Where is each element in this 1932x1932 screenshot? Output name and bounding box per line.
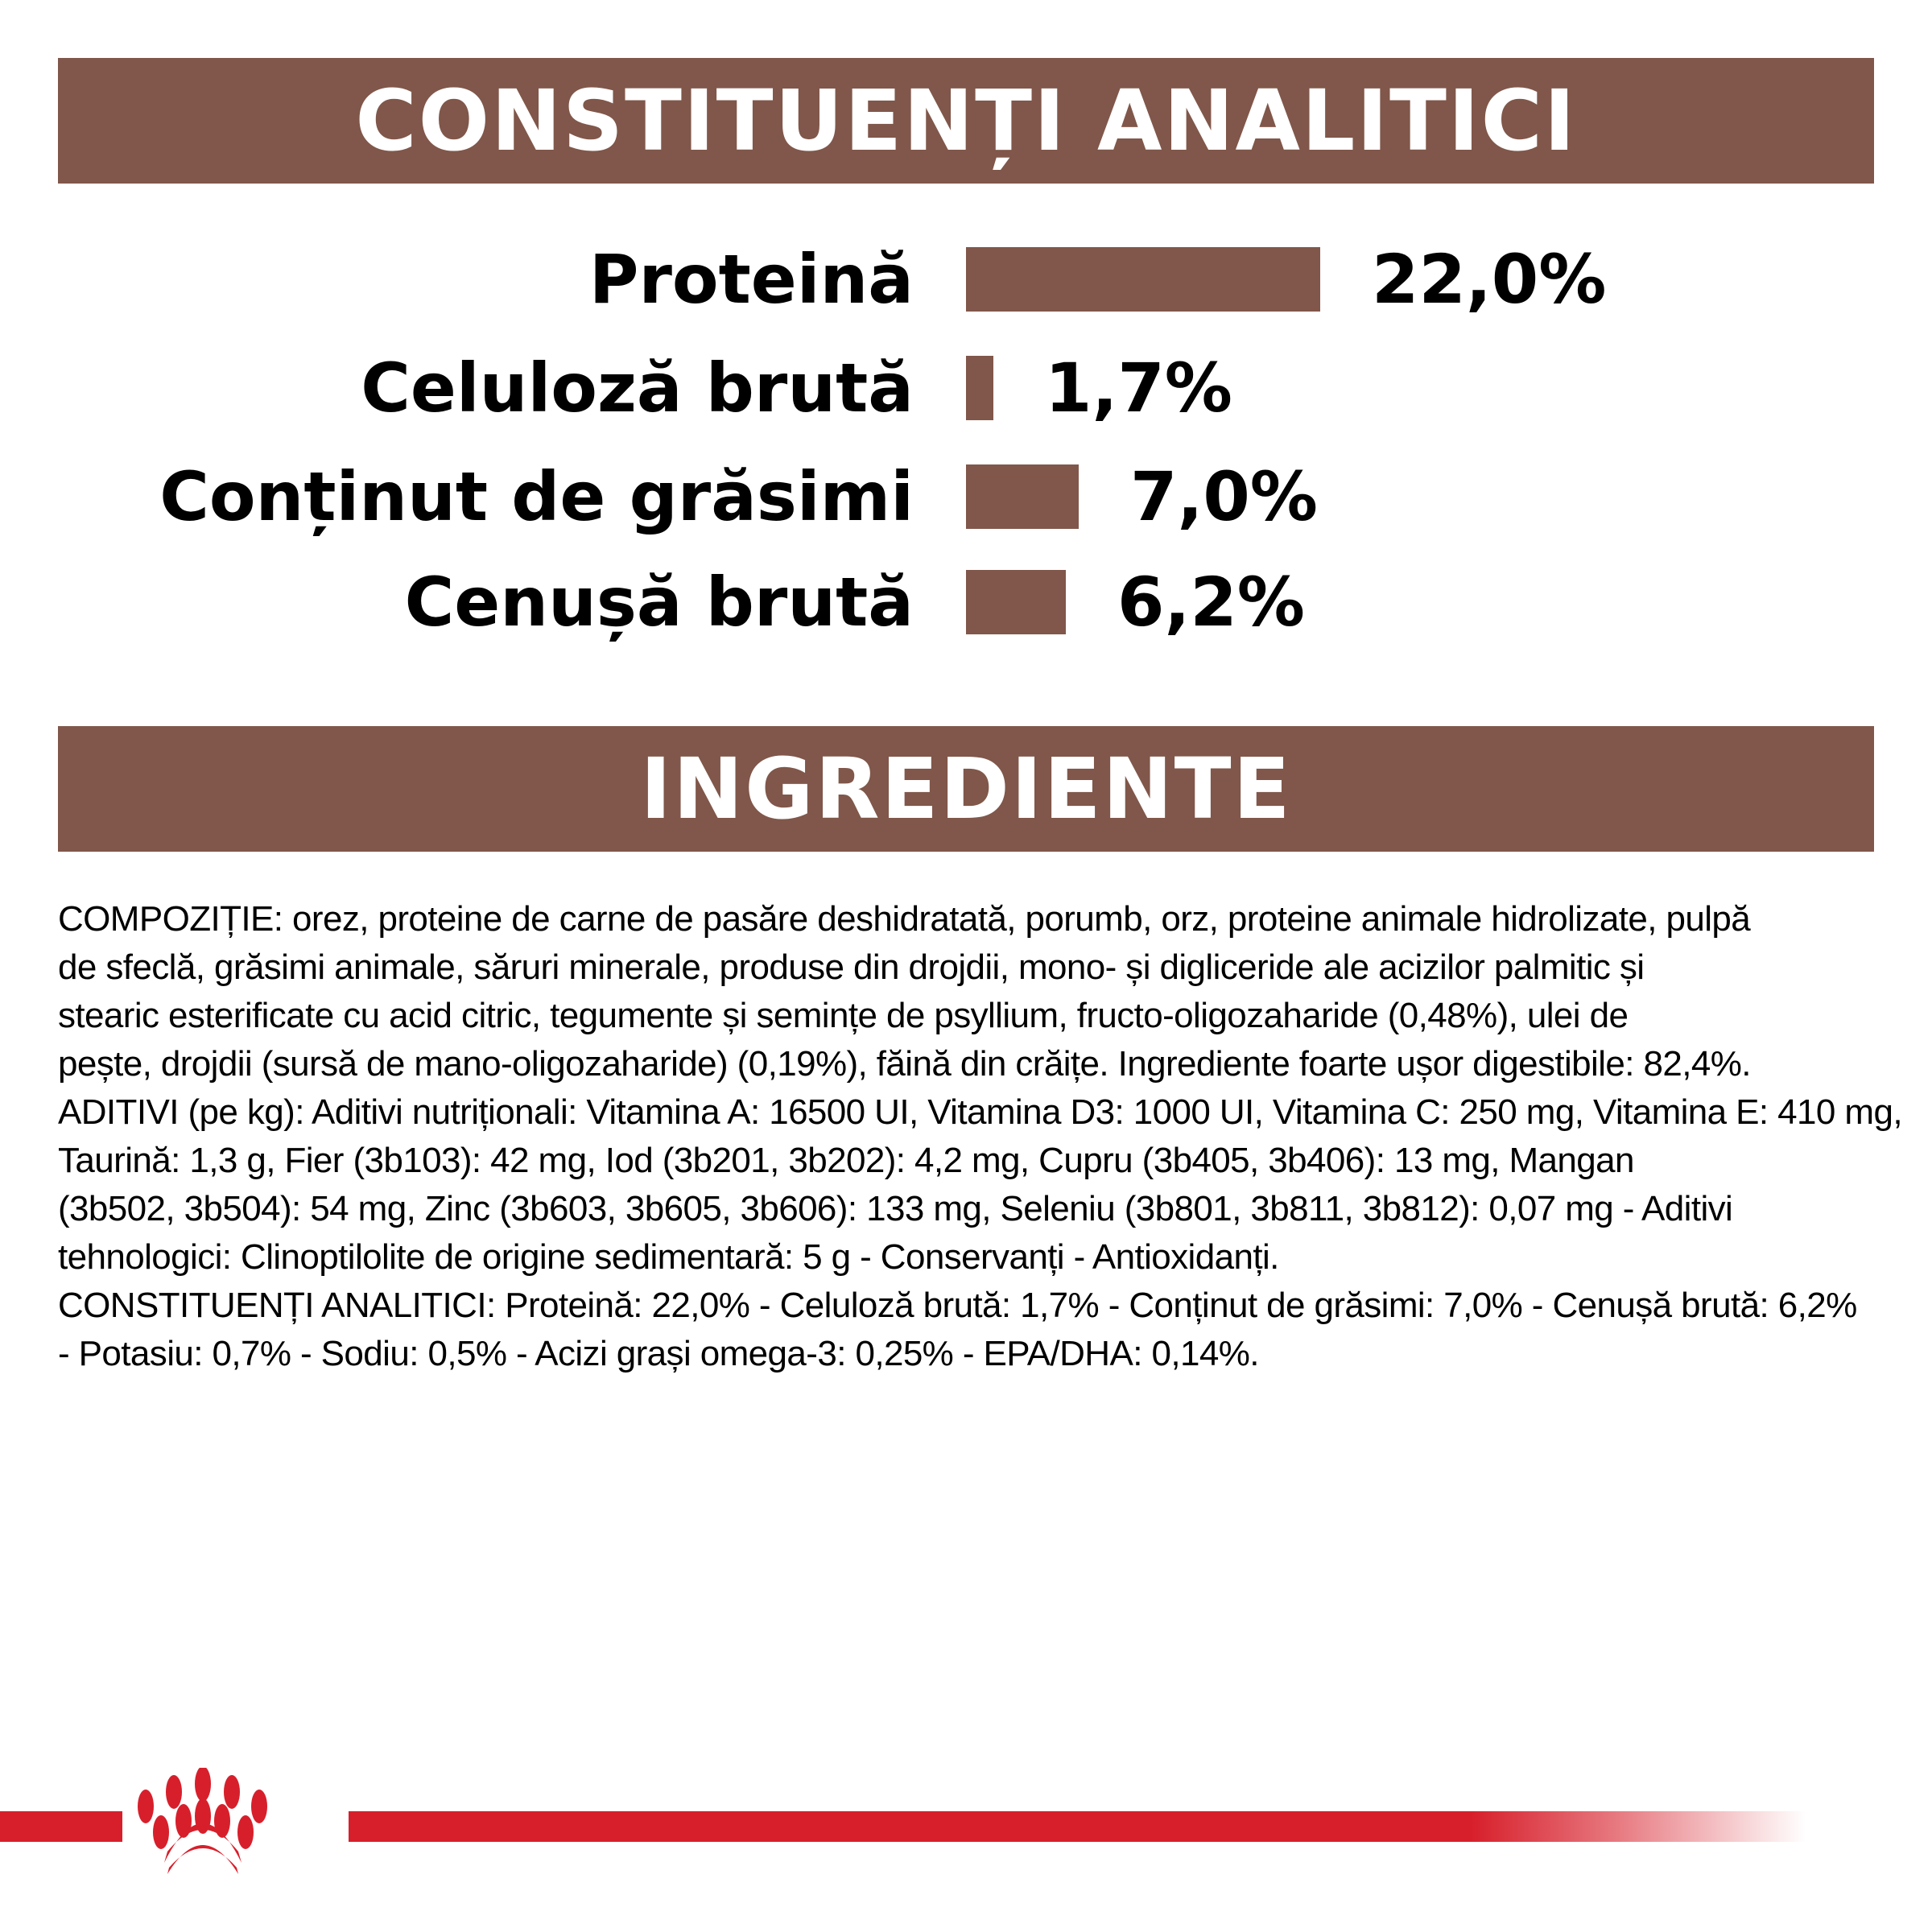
analytical-constituents-title: CONSTITUENȚI ANALITICI (355, 72, 1577, 170)
bar (966, 570, 1066, 634)
ingredients-line: COMPOZIȚIE: orez, proteine de carne de pasăre deshidratată, porumb, orz, proteine animale hidrolizate, pulpă (58, 899, 1751, 939)
ingredients-line: ADITIVI (pe kg): Aditivi nutriționali: Vitamina A: 16500 UI, Vitamina D3: 1000 UI, Vitamina C: 250 mg, Vitamina E: 410 mg, (58, 1092, 1902, 1132)
ingredients-title: INGREDIENTE (640, 740, 1292, 838)
ingredients-line: (3b502, 3b504): 54 mg, Zinc (3b603, 3b605, 3b606): 133 mg, Seleniu (3b801, 3b811, 3b812): 0,07 mg - Aditivi (58, 1189, 1733, 1228)
chart-row (0, 348, 1932, 428)
category-label: Celuloză brută (361, 349, 914, 427)
value-label: 6,2% (1117, 563, 1305, 642)
category-label: Proteină (588, 240, 914, 319)
value-label: 1,7% (1045, 349, 1232, 427)
brand-band-left (0, 1811, 122, 1842)
ingredients-text (58, 895, 1902, 1378)
chart-row (0, 562, 1932, 642)
ingredients-header (58, 726, 1874, 852)
ingredients-line: de sfeclă, grăsimi animale, săruri minerale, produse din drojdii, mono- și digliceride ale acizilor palmitic și (58, 947, 1645, 987)
value-label: 22,0% (1372, 240, 1607, 319)
category-label: Conținut de grăsimi (159, 457, 914, 536)
ingredients-line: tehnologici: Clinoptilolite de origine sedimentară: 5 g - Conservanți - Antioxidanți. (58, 1237, 1279, 1277)
chart-row (0, 239, 1932, 320)
crown-icon (129, 1768, 342, 1876)
ingredients-line: stearic esterificate cu acid citric, tegumente și semințe de psyllium, fructo-oligozaharide (0,48%), ulei de (58, 996, 1629, 1035)
chart-row (0, 456, 1932, 537)
ingredients-line: CONSTITUENȚI ANALITICI: Proteină: 22,0% - Celuloză brută: 1,7% - Conținut de grăsimi: 7,0% - Cenușă brută: 6,2% (58, 1286, 1857, 1325)
ingredients-line: Taurină: 1,3 g, Fier (3b103): 42 mg, Iod (3b201, 3b202): 4,2 mg, Cupru (3b405, 3b406): 13 mg, Mangan (58, 1141, 1634, 1180)
analytical-constituents-header (58, 58, 1874, 184)
category-label: Cenușă brută (404, 563, 914, 642)
bar (966, 247, 1320, 312)
bar (966, 356, 993, 420)
ingredients-line: pește, drojdii (sursă de mano-oligozaharide) (0,19%), făină din crăițe. Ingrediente foarte ușor digestibile: 82,4%. (58, 1044, 1751, 1084)
brand-band-right (349, 1811, 1806, 1842)
bar (966, 464, 1079, 529)
ingredients-line: - Potasiu: 0,7% - Sodiu: 0,5% - Acizi grași omega-3: 0,25% - EPA/DHA: 0,14%. (58, 1334, 1259, 1373)
value-label: 7,0% (1130, 457, 1318, 536)
